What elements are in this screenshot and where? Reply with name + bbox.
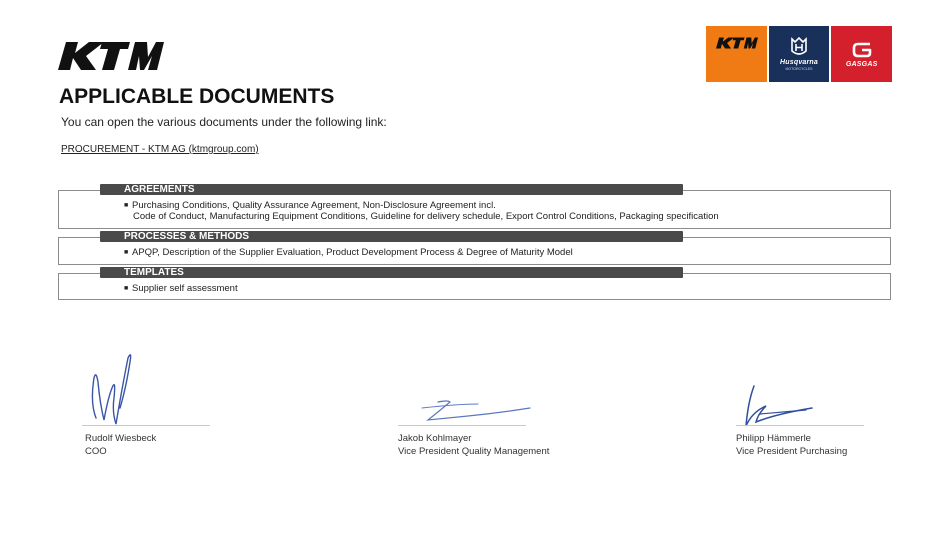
- signer-1: [85, 432, 156, 458]
- signer-2-name: Jakob Kohlmayer: [398, 433, 472, 444]
- agreements-heading: AGREEMENTS: [100, 184, 683, 195]
- husqvarna-brand-tile: [769, 26, 830, 82]
- signature-line-3: [736, 425, 864, 426]
- bullet-icon: ■: [124, 285, 129, 292]
- signature-wiesbeck: [82, 348, 142, 428]
- signature-line-1: [82, 425, 210, 426]
- brand-logos: [706, 26, 892, 82]
- procurement-link[interactable]: PROCUREMENT - KTM AG (ktmgroup.com): [61, 144, 259, 155]
- gasgas-wordmark: GASGAS: [845, 60, 878, 68]
- agreements-item: [124, 200, 719, 222]
- husqvarna-sub: MOTORCYCLES: [785, 67, 813, 71]
- signer-3-name: Philipp Hämmerle: [736, 433, 811, 444]
- signer-1-role: COO: [85, 446, 107, 457]
- templates-item: [124, 283, 238, 294]
- templates-heading: TEMPLATES: [100, 267, 683, 278]
- signer-1-name: Rudolf Wiesbeck: [85, 433, 157, 444]
- agreements-line-2: Code of Conduct, Manufacturing Equipment Conditions, Guideline for delivery schedule, Export Control Conditions, Packaging specification: [133, 211, 719, 222]
- processes-line-1: APQP, Description of the Supplier Evaluation, Product Development Process & Degree of Maturity Model: [132, 247, 573, 258]
- signer-3-role: Vice President Purchasing: [736, 446, 848, 457]
- processes-heading: PROCESSES & METHODS: [100, 231, 683, 242]
- husqvarna-wordmark: Husqvarna: [780, 59, 818, 66]
- signature-kohlmayer: [418, 396, 538, 426]
- bullet-icon: ■: [124, 202, 129, 209]
- templates-line-1: Supplier self assessment: [132, 283, 238, 294]
- gasgas-brand-tile: [831, 26, 892, 82]
- gasgas-g-icon: [851, 41, 873, 59]
- husqvarna-crown-icon: [790, 37, 808, 57]
- intro-text: You can open the various documents under the following link:: [61, 115, 387, 129]
- signer-2: [398, 432, 549, 458]
- page-title: APPLICABLE DOCUMENTS: [59, 85, 335, 108]
- bullet-icon: ■: [124, 249, 129, 256]
- ktm-logo: [58, 40, 164, 72]
- ktm-small-icon: [716, 36, 758, 50]
- signature-line-2: [398, 425, 526, 426]
- ktm-brand-tile: [706, 26, 767, 82]
- agreements-line-1: Purchasing Conditions, Quality Assurance Agreement, Non-Disclosure Agreement incl.: [132, 200, 496, 211]
- signer-2-role: Vice President Quality Management: [398, 446, 550, 457]
- signature-haemmerle: [736, 382, 826, 430]
- signer-3: [736, 432, 847, 458]
- processes-item: [124, 247, 573, 258]
